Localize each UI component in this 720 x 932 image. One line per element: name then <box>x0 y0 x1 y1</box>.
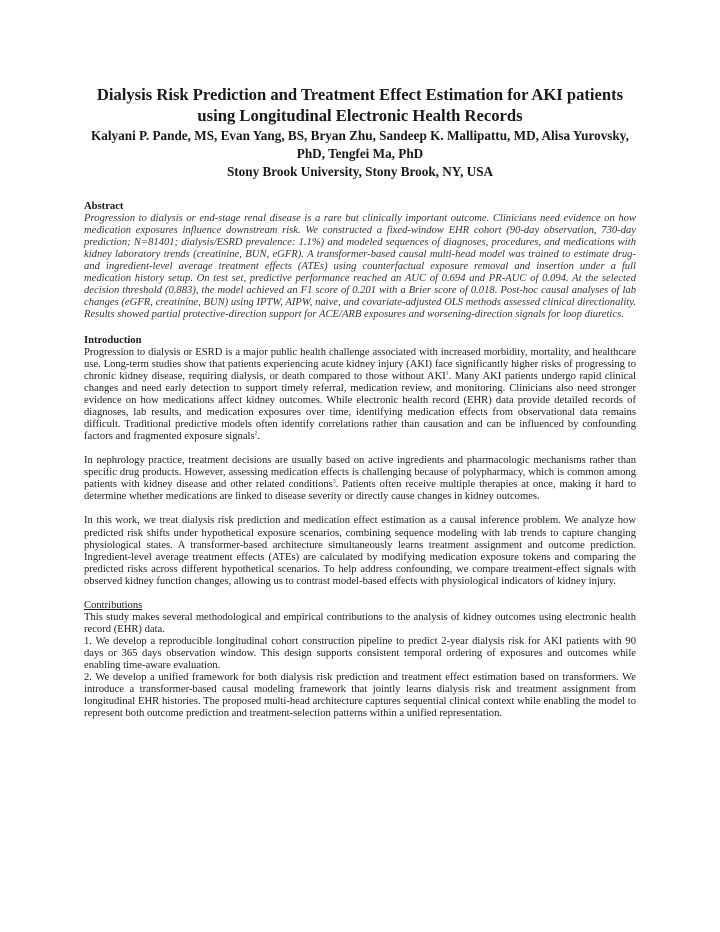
intro-paragraph-3: In this work, we treat dialysis risk prediction and medication effect estimation as a causal inference problem. We analyze how predicted risk shifts under hypothetical exposure scenarios, combining sequence modeling with lab trends to capture changing physiological states. A transformer-based architecture simultaneously learns treatment assignment and outcome prediction. Ingredient-level average treatment effects (ATEs) are calculated by modifying medication exposure tokens and comparing the predicted risks across different hypothetical scenarios. To help address confounding, we compare treatment-effect signals with observed kidney function changes, allowing us to contrast model-based effects with physiological indicators of kidney injury. <box>84 515 636 587</box>
paper-page <box>84 84 636 720</box>
intro-p2-text-a: In nephrology practice, treatment decisions are usually based on active ingredients and pharmacologic mechanisms rather than specific drug products. However, assessing medication effects is challenging because of polypharmacy, which is common among patients with kidney disease and other related conditions <box>84 455 636 491</box>
citation-ref: 1 <box>445 370 449 377</box>
citation-ref: 2 <box>254 430 258 437</box>
contributions-intro: This study makes several methodological and empirical contributions to the analysis of kidney outcomes using electronic health record (EHR) data. <box>84 611 636 635</box>
contribution-item: 1. We develop a reproducible longitudinal cohort construction pipeline to predict 2-year dialysis risk for AKI patients with 90 days or 365 days observation window. This design supports consistent temporal ordering of exposures and outcomes while enabling time-aware evaluation. <box>84 635 636 671</box>
contribution-item: 2. We develop a unified framework for both dialysis risk prediction and treatment effect estimation based on transformers. We introduce a transformer-based causal modeling framework that jointly learns dialysis risk and treatment assignment from longitudinal EHR histories. The proposed multi-head architecture captures sequential clinical context while enabling the model to represent both outcome prediction and treatment-selection patterns within a unified representation. <box>84 672 636 720</box>
author-list: Kalyani P. Pande, MS, Evan Yang, BS, Bryan Zhu, Sandeep K. Mallipattu, MD, Alisa Yurovsky, PhD, Tengfei Ma, PhD <box>91 128 629 161</box>
affiliation: Stony Brook University, Stony Brook, NY, USA <box>226 164 494 179</box>
intro-p1-text-c: . <box>257 431 261 443</box>
intro-p2-text-b: . Patients often receive multiple therapies at once, making it hard to determine whether medications are linked to disease severity or directly cause changes in kidney outcomes. <box>84 479 636 503</box>
abstract-text: Progression to dialysis or end-stage renal disease is a rare but clinically important outcome. Clinicians need evidence on how medication exposures influence downstream risk. We constructed a fixed-window EHR cohort (90-day observation, 730-day prediction; N=81401; dialysis/ESRD prevalence: 1.1%) and modeled sequences of diagnoses, procedures, and medications with kidney laboratory trends (creatinine, BUN, eGFR). A transformer-based causal multi-head model was trained to estimate drug- and ingredient-level average treatment effects (ATEs) using counterfactual exposure removal and insertion under a full medication history setup. On test set, predictive performance reached an AUC of 0.694 and PR-AUC of 0.094. At the selected decision threshold (0.883), the model achieved an F1 score of 0.201 with a Brier score of 0.018. Post-hoc causal analyses of lab changes (eGFR, creatinine, BUN) using IPTW, AIPW, naive, and covariate-adjusted OLS methods assessed clinical directionality. Results showed partial protective-direction support for ACE/ARB exposures and worsening-direction signals for loop diuretics. <box>84 212 636 320</box>
intro-paragraph-2 <box>84 455 636 503</box>
contributions-heading: Contributions <box>84 599 143 611</box>
citation-ref: 3 <box>332 478 336 485</box>
intro-paragraph-1 <box>84 347 636 443</box>
paper-title: Dialysis Risk Prediction and Treatment Effect Estimation for AKI patients using Longitudinal Electronic Health Records <box>96 85 624 125</box>
intro-p1-text-b: . Many AKI patients undergo rapid clinical changes and need early detection to support timely referral, medication review, and monitoring. Clinicians also need stronger evidence on how medications affect kidney outcomes. While electronic health record (EHR) data provide detailed records of diagnoses, lab results, and medication exposures over time, identifying medication effects from observational data remains difficult. Traditional predictive models often identify correlations rather than causation and can be influenced by confounding factors and fragmented exposure signals <box>84 371 636 443</box>
abstract-heading: Abstract <box>84 200 124 212</box>
intro-p1-text-a: Progression to dialysis or ESRD is a major public health challenge associated with increased morbidity, mortality, and healthcare use. Long-term studies show that patients experiencing acute kidney injury (AKI) face significantly higher risks of progressing to chronic kidney disease, requiring dialysis, or death compared to those without AKI <box>84 346 636 383</box>
introduction-heading: Introduction <box>84 334 142 346</box>
